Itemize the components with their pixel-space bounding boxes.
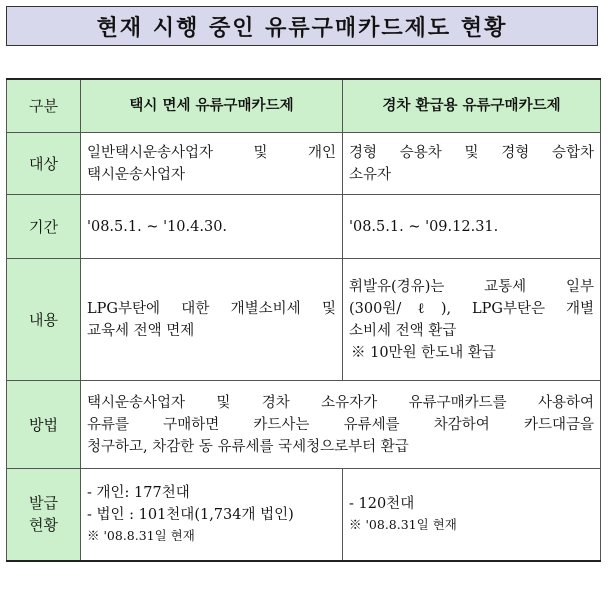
page-title: 현재 시행 중인 유류구매카드제도 현황	[6, 6, 598, 46]
target-taxi-line: 택시운송사업자	[87, 166, 186, 183]
method-label: 방법	[7, 381, 81, 469]
period-row	[7, 195, 601, 259]
period-label: 기간	[7, 195, 81, 259]
target-row	[7, 133, 601, 195]
header-row	[7, 79, 601, 133]
content-car-line: 휘발유(경유)는 교통세 일부	[349, 278, 594, 295]
target-car-line: 소유자	[349, 166, 392, 183]
period-taxi: '08.5.1. ~ '10.4.30.	[81, 195, 343, 259]
method-line: 청구하고, 차감한 동 유류세를 국세청으로부터 환급	[87, 438, 409, 455]
target-car-line: 경형 승용차 및 경형 승합차	[349, 144, 594, 161]
issuance-label	[7, 469, 81, 561]
issuance-taxi-line: - 법인 : 101천대(1,734개 법인)	[87, 507, 294, 524]
method-line: 택시운송사업자 및 경차 소유자가 유류구매카드를 사용하여	[87, 394, 594, 411]
issuance-label-line: 현황	[29, 516, 58, 535]
issuance-car-line: - 120천대	[349, 496, 415, 513]
header-compact-car: 경차 환급용 유류구매카드제	[343, 79, 601, 133]
content-taxi	[81, 259, 343, 381]
content-row	[7, 259, 601, 381]
method-line: 유류를 구매하면 카드사는 유류세를 차감하여 카드대금을	[87, 416, 594, 433]
issuance-taxi-note: ※ '08.8.31일 현재	[87, 528, 195, 544]
issuance-taxi	[81, 469, 343, 561]
content-car-note: ※ 10만원 한도내 환급	[351, 344, 496, 361]
status-table	[6, 78, 601, 562]
content-compact-car	[343, 259, 601, 381]
issuance-label-line: 발급	[29, 494, 58, 513]
issuance-row	[7, 469, 601, 561]
method-description	[81, 381, 601, 469]
header-taxi: 택시 면세 유류구매카드제	[81, 79, 343, 133]
content-label: 내용	[7, 259, 81, 381]
target-taxi	[81, 133, 343, 195]
target-compact-car	[343, 133, 601, 195]
target-label: 대상	[7, 133, 81, 195]
method-row	[7, 381, 601, 469]
period-compact-car: '08.5.1. ~ '09.12.31.	[343, 195, 601, 259]
issuance-car-note: ※ '08.8.31일 현재	[349, 517, 457, 533]
content-taxi-line: LPG부탄에 대한 개별소비세 및	[87, 300, 336, 317]
content-taxi-line: 교육세 전액 면제	[87, 322, 195, 339]
header-label: 구분	[7, 79, 81, 133]
content-car-line: (300원/ℓ), LPG부탄은 개별	[349, 300, 594, 317]
content-car-line: 소비세 전액 환급	[349, 322, 457, 339]
target-taxi-line: 일반택시운송사업자 및 개인	[87, 144, 336, 161]
issuance-compact-car	[343, 469, 601, 561]
issuance-taxi-line: - 개인: 177천대	[87, 485, 190, 502]
